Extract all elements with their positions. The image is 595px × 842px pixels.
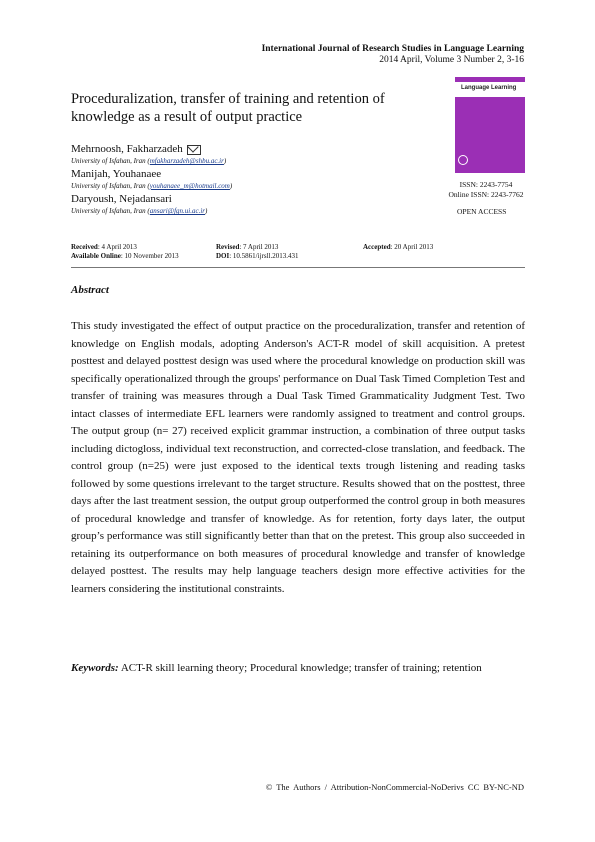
issn: ISSN: 2243-7754 xyxy=(459,180,513,189)
author-email-link[interactable]: mfakharzadeh@shbu.ac.ir xyxy=(149,157,224,165)
article-title: Proceduralization, transfer of training and retention of knowledge as a result of output practice xyxy=(71,91,385,125)
journal-issue: 2014 April, Volume 3 Number 2, 3-16 xyxy=(379,55,524,65)
author-affiliation: University of Isfahan, Iran ( xyxy=(71,207,150,215)
available-online-date: Available Online: 10 November 2013 xyxy=(71,252,179,260)
received-date: Received: 4 April 2013 xyxy=(71,243,137,251)
author-affiliation: University of Isfahan, Iran ( xyxy=(71,157,150,165)
article-dates xyxy=(71,243,471,261)
journal-name: International Journal of Research Studies in Language Learning xyxy=(261,44,524,54)
divider xyxy=(71,267,525,268)
author-affiliation: University of Isfahan, Iran ( xyxy=(71,182,150,190)
license-footer: © The Authors / Attribution-NonCommercial-NoDerivs CC BY-NC-ND xyxy=(265,782,524,792)
author-name: Mehrnoosh, Fakharzadeh xyxy=(71,143,183,155)
revised-date: Revised: 7 April 2013 xyxy=(216,243,279,251)
issn-block xyxy=(448,180,524,199)
open-access-label: OPEN ACCESS xyxy=(457,207,507,216)
accepted-date: Accepted: 20 April 2013 xyxy=(363,243,434,251)
envelope-icon[interactable] xyxy=(187,145,201,155)
author-list xyxy=(71,143,431,218)
online-issn: Online ISSN: 2243-7762 xyxy=(448,189,524,199)
author-email-link[interactable]: youhanaee_m@hotmail.com xyxy=(149,182,230,190)
keywords xyxy=(71,661,525,675)
abstract-body: This study investigated the effect of output practice on the proceduralization, transfer and retention of knowledge on English modals, adopting Anderson's ACT-R model of skill acquisition. A pretest posttest and delayed posttest design was used where the procedural knowledge on production skill was specifically operationalized through the groups' performance on Dual Task Timed Completion Test and transfer of training was measures through a Dual Task Timed Grammaticality Judgment Test. Two intact classes of intermediate EFL learners were randomly assigned to treatment and control groups. The output group (n= 27) received explicit grammar instruction, a combination of three output tasks including dictogloss, individual text reconstruction, and corrected-close translation, and feedback. The control group (n=25) were just exposed to the identical texts trough listening and reading tasks followed by some questions irrelevant to the target structure. Results showed that on the posttest, three days after the last treatment session, the output group outperformed the control group in both measures of procedural knowledge and transfer of knowledge. As for retention, forty days later, the output group’s performance was still significantly better than that on the pretest. This group also succeeded in retaining its outperformance on both measures of procedural knowledge and transfer of knowledge delayed posttest. The results may help language teachers design more effective activities for the learners considering the institutional constraints. xyxy=(71,320,525,595)
author-entry: Mehrnoosh, Fakharzadeh University of Isfahan, Iran (mfakharzadeh@shbu.ac.ir) xyxy=(71,143,227,165)
author-name: Daryoush, Nejadansari xyxy=(71,193,172,205)
author-name: Manijah, Youhanaee xyxy=(71,168,162,180)
abstract-heading: Abstract xyxy=(71,284,109,296)
cover-title: Language Learning xyxy=(461,85,517,91)
author-email-link[interactable]: ansari@fgn.ui.ac.ir xyxy=(149,207,205,215)
keywords-label: Keywords: xyxy=(71,662,119,674)
author-entry: Daryoush, Nejadansari University of Isfahan, Iran (ansari@fgn.ui.ac.ir) xyxy=(71,193,208,215)
doi: DOI: 10.5861/ijrsll.2013.431 xyxy=(216,252,299,260)
keywords-text: ACT-R skill learning theory; Procedural knowledge; transfer of training; retention xyxy=(118,662,482,674)
journal-cover-image xyxy=(455,77,525,173)
cover-emblem-icon xyxy=(458,155,468,165)
author-entry: Manijah, Youhanaee University of Isfahan, Iran (youhanaee_m@hotmail.com) xyxy=(71,168,233,190)
